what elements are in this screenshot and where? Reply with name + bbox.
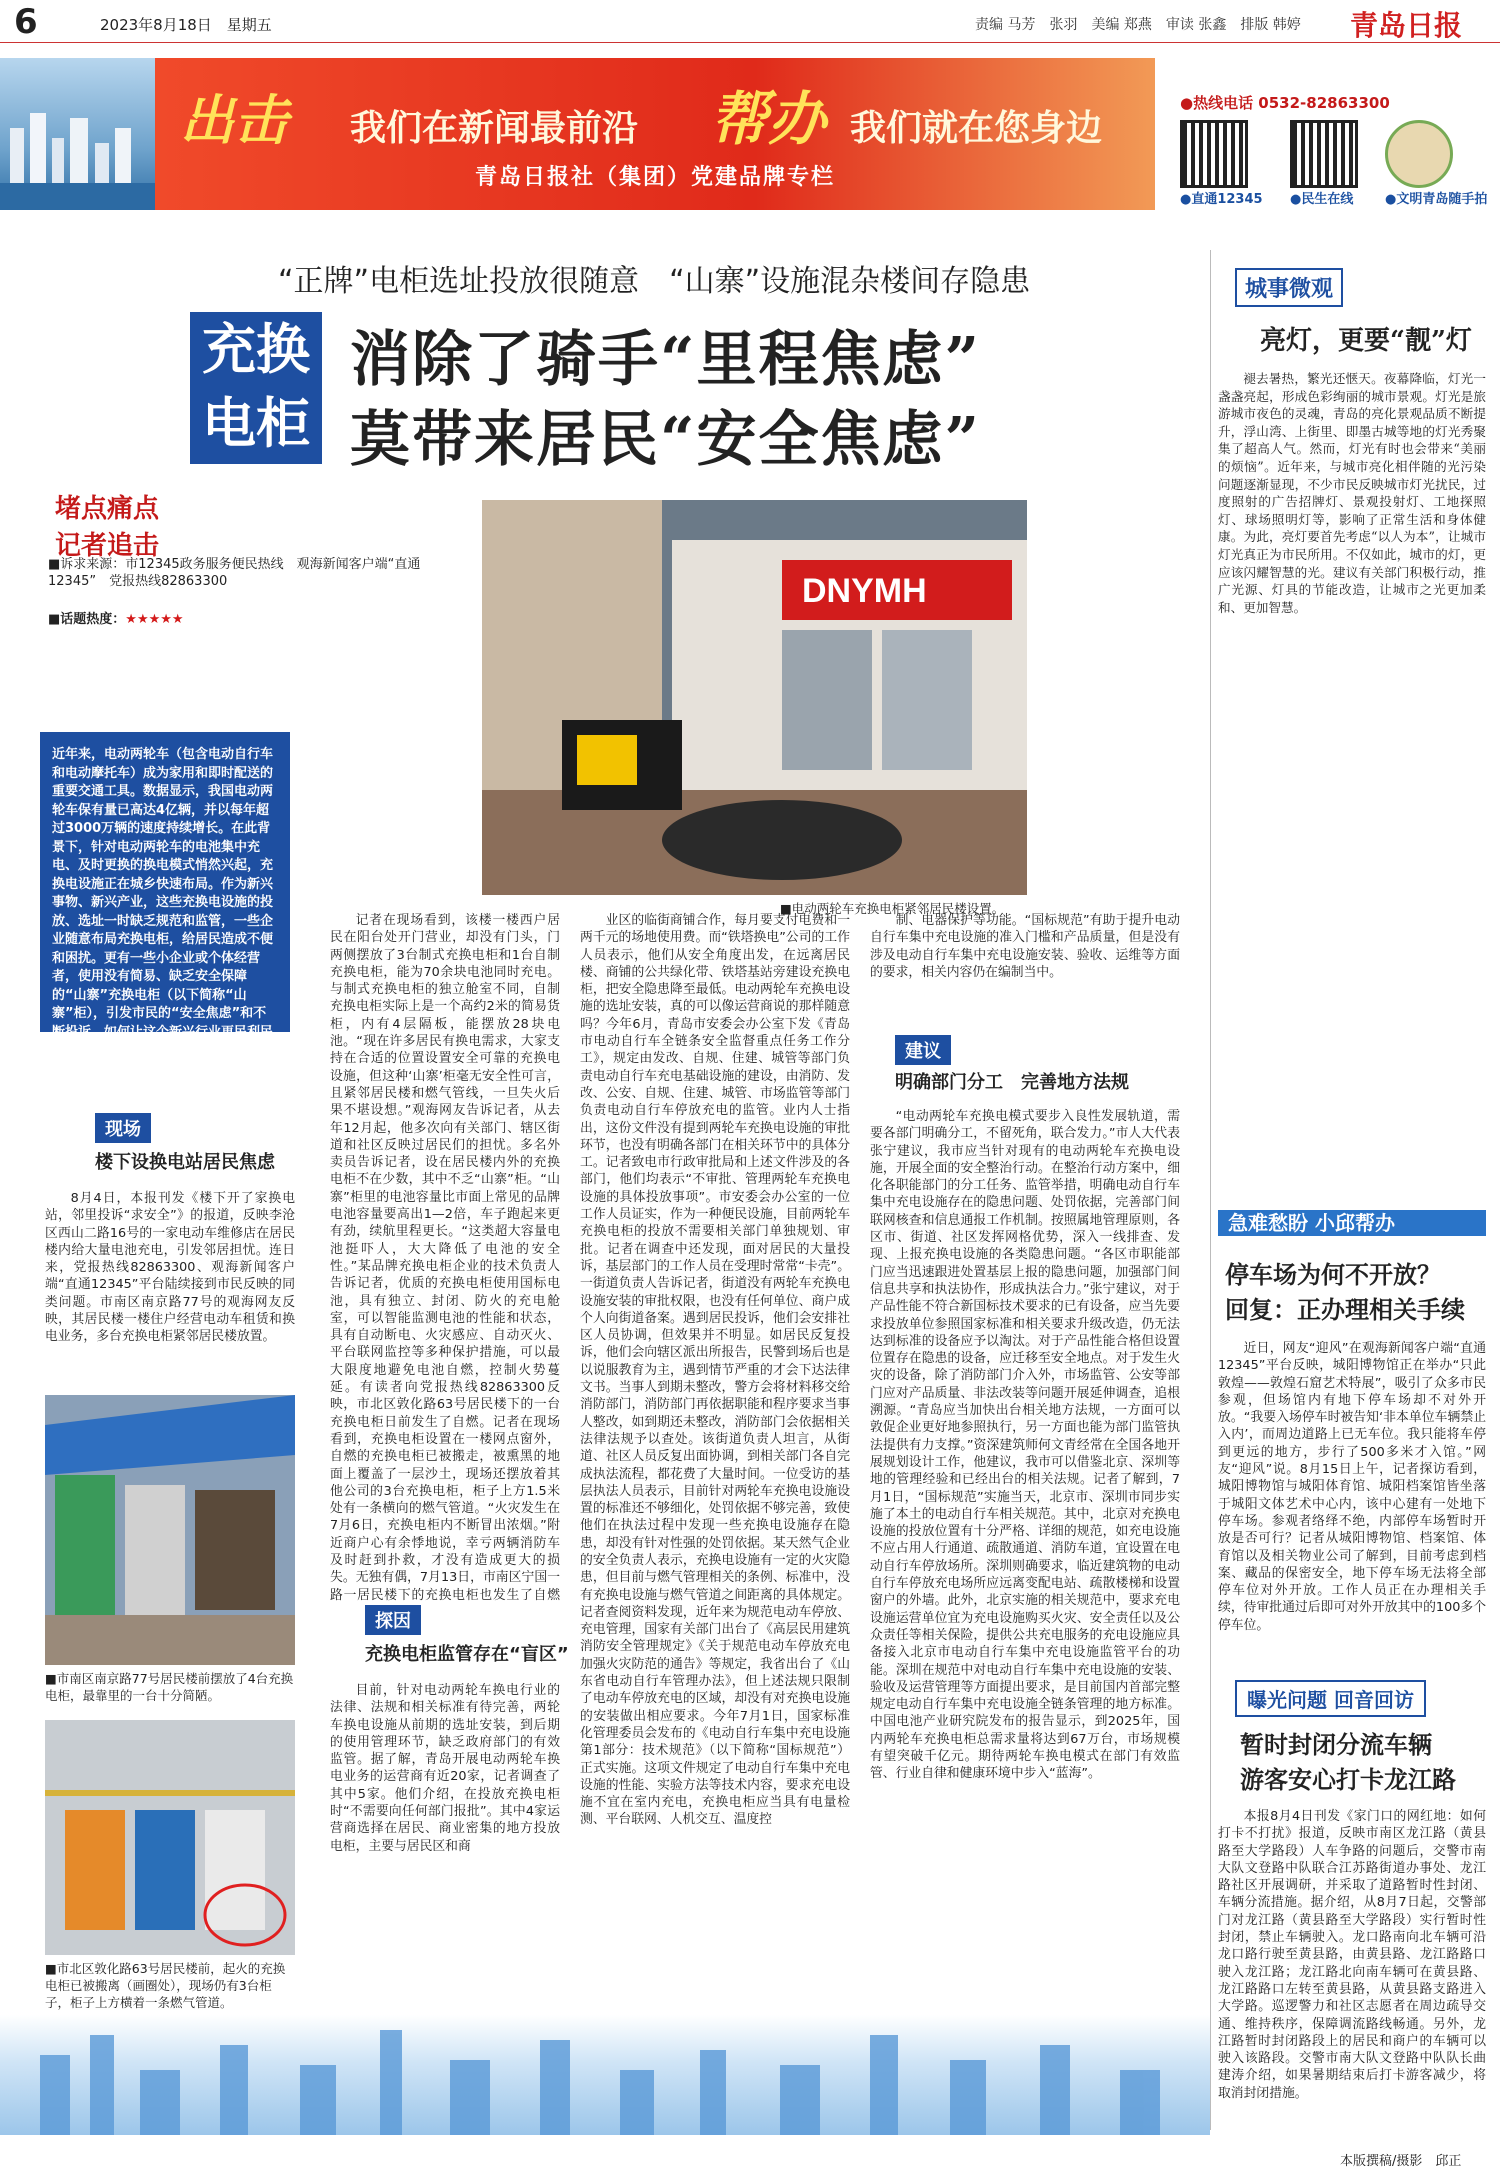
banner-slogan-1: 我们在新闻最前沿 (350, 108, 639, 149)
column-3-text (580, 912, 850, 2012)
charging-cabinet-photo-icon (482, 500, 1027, 895)
svg-text:DNYMH: DNYMH (802, 572, 927, 610)
qr-block-2[interactable] (1290, 120, 1358, 207)
headline-line-2: 莫带来居民“安全焦虑” (350, 405, 982, 475)
paragraph: 8月4日，本报刊发《楼下开了家换电站，邻里投诉“求安全”》的报道，反映李沧区西山二路16号的一家电动车维修店在居民楼内给大量电池充电，引发邻居担忧。连日来，党报热线82863300、观海新闻客户端“直通12345”平台陆续接到市民反映的同类问题。市南区南京路77号的观海网友反映，其居民楼一楼住户经营电动车租赁和换电业务，多台充换电柜紧邻居民楼放置。 (45, 1191, 295, 1345)
hotline-number: ●热线电话 0532-82863300 (1180, 94, 1390, 112)
photo-caption-1: ■电动两轮车充换电柜紧邻居民楼设置。 (780, 901, 1005, 916)
section-tag-cause (365, 1605, 421, 1635)
qr-label: ●文明青岛随手拍 (1385, 192, 1488, 207)
paragraph: 本报8月4日刊发《家门口的网红地：如何打卡不打扰》报道，反映市南区龙江路（黄县路至大学路段）人车争路的问题后，交警市南大队文登路中队联合江苏路街道办事处、龙江路社区开展调研，并采取了道路暂时性封闭、车辆分流措施。据介绍，从8月7日起，交警部门对龙江路（黄县路至大学路段）实行暂时性封闭，禁止车辆驶入。龙口路南向北车辆可沿龙口路行驶至黄县路，由黄县路、龙江路路口驶入龙江路；龙江路北向南车辆可在黄县路、龙江路路口左转至黄县路，从黄县路支路进入大学路。巡逻警力和社区志愿者在周边疏导交通、维持秩序，保障调流路线畅通。另外，龙江路暂时封闭路段上的居民和商户的车辆可以驶入该路段。交警市南大队文登路中队队长曲建涛介绍，如果暑期结束后打卡游客减少，将取消封闭措施。 (1218, 1809, 1486, 2101)
article-lead: 近年来，电动两轮车（包含电动自行车和电动摩托车）成为家用和即时配送的重要交通工具。数据显示，我国电动两轮车保有量已高达4亿辆，并以每年超过3000万辆的速度持续增长。在此背景下，针对电动两轮车的电池集中充电、及时更换的换电模式悄然兴起，充换电设施正在城乡快速布局。作为新兴事物、新兴产业，这些充换电设施的投放、选址一时缺乏规范和监管，一些企业随意布局充换电柜，给居民造成不便和困扰。更有一些小企业或个体经营者，使用没有简易、缺乏安全保障的“山寨”充换电柜（以下简称“山寨”柜），引发市民的“安全焦虑”和不断投诉。如何让这个新兴行业更民利民不扰民，加强充换电设施的规范管理，消除居民的“安全焦虑”，记者展开深入调查。 (40, 732, 290, 1032)
city-skyline-icon (0, 58, 155, 210)
sidebar-title-1: 亮灯，更要“靓”灯 (1260, 326, 1472, 356)
sidebar-column-tag-2: 急难愁盼 小邱帮办 (1218, 1210, 1486, 1236)
headline-line-1: 消除了骑手“里程焦虑” (350, 325, 982, 395)
section-title-cause: 充换电柜监管存在“盲区” (365, 1644, 569, 1665)
issue-date: 2023年8月18日 星期五 (100, 16, 272, 34)
column-2-text (330, 912, 560, 1602)
sidebar-body-2 (1218, 1340, 1486, 1670)
dunhua-road-fire-site-photo-icon (45, 1720, 295, 1955)
editor-credits: 责编 马芳 张羽 美编 郑燕 审读 张鑫 排版 韩婷 (975, 17, 1301, 33)
section-title-advice: 明确部门分工 完善地方法规 (895, 1072, 1129, 1093)
sidebar-column-tag-3: 曝光问题 回音回访 (1235, 1680, 1426, 1717)
sidebar-title-3b: 游客安心打卡龙江路 (1240, 1765, 1456, 1794)
sidebar-title-2b: 回复：正办理相关手续 (1225, 1295, 1465, 1324)
topic-tag-line: 充换 (202, 317, 310, 381)
skyline-icon (0, 2015, 1210, 2135)
sidebar-title-3a: 暂时封闭分流车辆 (1240, 1730, 1432, 1759)
qr-block-3[interactable] (1385, 120, 1487, 207)
sidebar-column-tag-1: 城事微观 (1235, 268, 1343, 307)
banner-subtitle: 青岛日报社（集团）党建品牌专栏 (475, 165, 836, 190)
section-body-scene (45, 1190, 295, 1346)
section-title-scene: 楼下设换电站居民焦虑 (95, 1152, 275, 1173)
section-tag-advice (895, 1035, 951, 1065)
banner-slogan-2: 我们就在您身边 (850, 108, 1103, 149)
photo-3 (45, 1720, 295, 1955)
complaint-source: ■诉求来源：市12345政务服务便民热线 观海新闻客户端“直通12345” 党报热线82863300 (48, 557, 421, 589)
photo-caption-2: ■市南区南京路77号居民楼前摆放了4台充换电柜，最靠里的一台十分简陋。 (45, 1671, 294, 1703)
section-tag-label: 建议 (895, 1035, 951, 1065)
qr-label: ●直通12345 (1180, 192, 1263, 207)
paragraph: 近日，网友“迎风”在观海新闻客户端“直通12345”平台反映，城阳博物馆正在举办“只此敦煌——敦煌石窟艺术特展”，吸引了众多市民参观，但场馆内有地下停车场却不对外开放。“我要入场停车时被告知‘非本单位车辆禁止入内’，而周边道路上已无车位。我只能将车停到更远的地方，步行了500多米才入馆。”网友“迎风”说。8月15日上午，记者探访看到，城阳博物馆与城阳体育馆、城阳档案馆皆坐落于城阳文体艺术中心内，该中心建有一处地下停车场。参观者络绎不绝，内部停车场暂时开放是否可行？记者从城阳博物馆、档案馆、体育馆以及相关物业公司了解到，目前考虑到档案、藏品的保密安全，地下停车场无法将全部停车位对外开放。工作人员正在办理相关手续，待审批通过后即可对外开放其中的100多个停车位。 (1218, 1341, 1486, 1633)
topic-heat (48, 608, 184, 627)
column-2-text-b (330, 1682, 560, 2012)
article-kicker: “正牌”电柜选址投放很随意 “山寨”设施混杂楼间存隐患 (278, 264, 1031, 299)
paragraph: 记者在现场看到，该楼一楼西户居民在阳台处开门营业，却没有门头，门两侧摆放了3台制式充换电柜和1台自制充换电柜，能为70余块电池同时充电。与制式充换电柜的独立舱室不同，自制充换电柜实际上是一个高约2米的简易货柜，内有4层隔板，能摆放28块电池。“现在许多居民有换电需求，大家支持在合适的位置设置安全可靠的充换电设施，但这种‘山寨’柜毫无安全性可言，且紧邻居民楼和燃气管线，一旦失火后果不堪设想。”观海网友告诉记者，从去年12月起，他多次向有关部门、辖区街道和社区反映过居民们的担忧。多名外卖员告诉记者，设在居民楼内外的充换电柜不在少数，其中不乏“山寨”柜。“山寨”柜里的电池容量比市面上常见的品牌电池容量要高出1—2倍，车子跑起来更有劲，续航里程更长。“这类超大容量电池挺吓人，大大降低了电池的安全性。”某品牌充换电柜企业的技术负责人告诉记者，优质的充换电柜使用国标电池，具有独立、封闭、防火的充电舱室，可以智能监测电池的性能和状态，具有自动断电、火灾感应、自动灭火、平台联网监控等多种保护措施，可以最大限度地避免电池自燃，控制火势蔓延。有读者向党报热线82863300反映，市北区敦化路63号居民楼下的一台充换电柜日前发生了自燃。记者在现场看到，充换电柜设置在一楼网点窗外，自燃的充换电柜已被搬走，被熏黑的地面上覆盖了一层沙土，现场还摆放着其他公司的3台充换电柜，柜子上方1.5米处有一条横向的燃气管道。“火灾发生在7月6日，充换电柜内不断冒出浓烟。”附近商户心有余悸地说，幸亏两辆消防车及时赶到扑救，才没有造成更大的损失。无独有偶，7月13日，市南区宁国一路一居民楼下的充换电柜也发生了自燃 (330, 913, 560, 1602)
paragraph: “电动两轮车充换电模式要步入良性发展轨道，需要各部门明确分工，不留死角，联合发力。”市人大代表张宁建议，我市应当针对现有的电动两轮车充换电设施，开展全面的安全整治行动。在整治行动方案中，细化各职能部门的分工任务、监管举措，明确电动自行车集中充电设施存在的隐患问题、处罚依据，完善部门间联网核查和信息通报工作机制。按照属地管理原则，各区市、街道、社区发挥网格优势，深入一线排查、发现、上报充换电设施的各类隐患问题。“各区市职能部门应当迅速跟进处置基层上报的隐患问题，加强部门间信息共享和执法协作，形成执法合力。”张宁建议，对于产品性能不符合新国标技术要求的已有设备，应当先要求投放单位参照国家标准和相关要求升级改造，仍无法达到标准的设备应予以淘汰。对于产品性能合格但设置位置存在隐患的设备，应迁移至安全地点。对于发生火灾的设备，除了消防部门介入外，市场监管、公安等部门应对产品质量、非法改装等问题开展延伸调查，追根溯源。“青岛应当加快出台相关地方法规，一方面可以敦促企业更好地参照执行，另一方面也能为部门监管执法提供有力支撑。”资深建筑师何文青经常在全国各地开展规划设计工作，他建议，我市可以借鉴北京、深圳等地的管理经验和已经出台的相关法规。记者了解到，7月1日，“国标规范”实施当天，北京市、深圳市同步实施了本土的电动自行车相关规范。其中，北京对充换电设施的投放位置有十分严格、详细的规范，如充电设施不应占用人行通道、疏散通道、消防车道，宜设置在电动自行车停放场所。深圳则确要求，临近建筑物的电动自行车停放充电场所应远离变配电站、疏散楼梯和设置窗户的外墙。此外，北京实施的相关规范中，要求充电设施运营单位宜为充电设施购买火灾、安全责任以及公众责任等相关保险，提供公共充电服务的充电设施应具备接入北京市电动自行车集中充电设施监管平台的功能。深圳在规范中对电动自行车集中充电设施的安装、验收及运营管理等方面提出要求，是目前国内首部完整规定电动自行车集中充电设施全链条管理的地方标准。中国电池产业研究院发布的报告显示，到2025年，国内两轮车充换电柜总需求量将达到67万台，市场规模有望突破千亿元。期待两轮车换电模式在部门有效监管、行业自律和健康环境中步入“蓝海”。 (870, 1109, 1180, 1782)
qr-code-icon (1290, 120, 1358, 188)
column-4-text-b (870, 1108, 1180, 2013)
photo-2 (45, 1395, 295, 1665)
photo-caption-3: ■市北区敦化路63号居民楼前，起火的充换电柜已被搬离（画圈处），现场仍有3台柜子，柜子上方横着一条燃气管道。 (45, 1961, 286, 2010)
banner-big-word-1: 出击 (180, 88, 288, 152)
qr-code-icon (1385, 120, 1453, 188)
sidebar-title-2a: 停车场为何不开放？ (1225, 1260, 1441, 1289)
qr-label: ●民生在线 (1290, 192, 1354, 207)
topic-tag (190, 312, 322, 464)
main-photo (482, 500, 1027, 895)
column-name (55, 488, 159, 562)
section-tag-label: 现场 (95, 1113, 151, 1143)
section-tag-label: 探因 (365, 1605, 421, 1635)
heat-stars: ★★★★★ (125, 612, 184, 627)
topic-tag-line: 电柜 (202, 391, 310, 455)
banner-city-photo (0, 58, 155, 210)
column-name-line-1: 堵点痛点 (55, 494, 160, 524)
column-name-line-2: 记者追击 (55, 531, 160, 561)
qr-block-1[interactable] (1180, 120, 1263, 207)
paragraph: 业区的临街商铺合作，每月要支付电费和一两千元的场地使用费。而“铁塔换电”公司的工作人员表示，他们从安全角度出发，在远离居民楼、商铺的公共绿化带、铁塔基站旁建设充换电柜，把安全隐患降至最低。电动两轮车充换电设施的选址安装，真的可以像运营商说的那样随意吗？今年6月，青岛市安委会办公室下发《青岛市电动自行车全链条安全监督重点任务工作分工》，规定由发改、自规、住建、城管等部门负责电动自行车充电基础设施的建设，由消防、发改、公安、自规、住建、城管、市场监管等部门负责电动自行车停放充电的监管。业内人士指出，这份文件没有提到两轮车充换电设施的审批环节，也没有明确各部门在相关环节中的具体分工。记者致电市行政审批局和上述文件涉及的各部门，他们均表示“不审批、管理两轮车充换电设施的具体投放事项”。市安委会办公室的一位工作人员证实，作为一种便民设施，目前两轮车充换电柜的投放不需要相关部门单独规划、审批。记者在调查中还发现，面对居民的大量投诉，基层部门的工作人员在受理时常常“卡壳”。一街道负责人告诉记者，街道没有两轮车充换电设施安装的审批权限，也没有任何单位、商户成个人向街道备案。遇到居民投诉，他们会安排社区人员协调，但效果并不明显。如居民反复投诉，他们会向辖区派出所报告，民警到场后也是以说服教育为主，遇到情节严重的才会下达法律文书。当事人到期未整改，警方会将材料移交给消防部门，消防部门再依据职能和程序要求当事人整改，如到期还未整改，消防部门会依据相关法律法规予以查处。该街道负责人坦言，从街道、社区人员反复出面协调，到相关部门各自完成执法流程，都花费了大量时间。一位受访的基层执法人员表示，目前针对两轮车充换电设施设置的标准还不够细化，处罚依据不够完善，致使他们在执法过程中发现一些充换电设施存在隐患，却没有针对性强的处罚依据。某天然气企业的安全负责人表示，充换电设施有一定的火灾隐患，但目前与燃气管理相关的条例、标准中，没有充换电设施与燃气管道之间距离的具体规定。记者查阅资料发现，近年来为规范电动车停放、充电管理，国家有关部门出台了《高层民用建筑消防安全管理规定》《关于规范电动车停放充电加强火灾防范的通告》等规定，我省出台了《山东省电动自行车管理办法》，但上述法规只限制了电动车停放充电的区域，却没有对充换电设施的安装做出相应要求。今年7月1日，国家标准化管理委员会发布的《电动自行车集中充电设施第1部分：技术规范》（以下简称“国标规范”）正式实施。这项文件规定了电动自行车集中充电设施的性能、实验方法等技术内容，要求充电设施不宜在室内充电，充换电柜应当具有电量检测、平台联网、人机交互、温度控 (580, 913, 850, 1828)
paragraph: 褪去暑热，繁光还惬天。夜幕降临，灯光一盏盏亮起，形成色彩绚丽的城市景观。灯光是旅游城市夜色的灵魂，青岛的亮化景观品质不断提升，浮山湾、上街里、即墨古城等地的灯光秀聚集了超高人气。然而，灯光有时也会带来“美丽的烦恼”。近年来，与城市亮化相伴随的光污染问题逐渐显现，不少市民反映城市灯光扰民，过度照射的广告招牌灯、景观投射灯、工地探照灯、球场照明灯等，影响了正常生活和身体健康。为此，亮灯要首先考虑“以人为本”，让城市灯光真正为市民所用。不仅如此，城市的灯，更应该闪耀智慧的光。建议有关部门积极行动，推广光源、灯具的节能改造，让城市之光更加柔和、更加智慧。 (1218, 371, 1486, 615)
heat-label: ■话题热度： (48, 612, 126, 627)
section-tag-scene (95, 1113, 151, 1143)
sidebar-divider (1210, 250, 1211, 2130)
byline-footer: 本版撰稿/摄影 邱正 (1340, 2154, 1462, 2169)
newspaper-logo: 青岛日报 (1350, 9, 1463, 42)
paragraph: 目前，针对电动两轮车换电行业的法律、法规和相关标准有待完善，两轮车换电设施从前期的选址安装，到后期的使用管理环节，缺乏政府部门的有效监管。据了解，青岛开展电动两轮车换电业务的运营商有近20家，记者调查了其中5家。他们介绍，在投放充换电柜时“不需要向任何部门报批”。其中4家运营商选择在居民、商业密集的地方投放电柜，主要与居民区和商 (330, 1683, 560, 1854)
sidebar-body-1 (1218, 370, 1486, 1200)
sidebar-body-3 (1218, 1808, 1486, 2138)
banner-big-word-2: 帮办 (710, 85, 827, 153)
column-4-text-a (870, 912, 1180, 1012)
qr-code-icon (1180, 120, 1248, 188)
page-number: 6 (14, 2, 38, 42)
paragraph: 制、电器保护等功能。“国标规范”有助于提升电动自行车集中充电设施的准入门槛和产品质量，但是没有涉及电动自行车集中充电设施安装、验收、运维等方面的要求，相关内容仍在编制当中。 (870, 913, 1180, 980)
nanjing-road-cabinets-photo-icon (45, 1395, 295, 1665)
bottom-skyline (0, 2015, 1210, 2135)
